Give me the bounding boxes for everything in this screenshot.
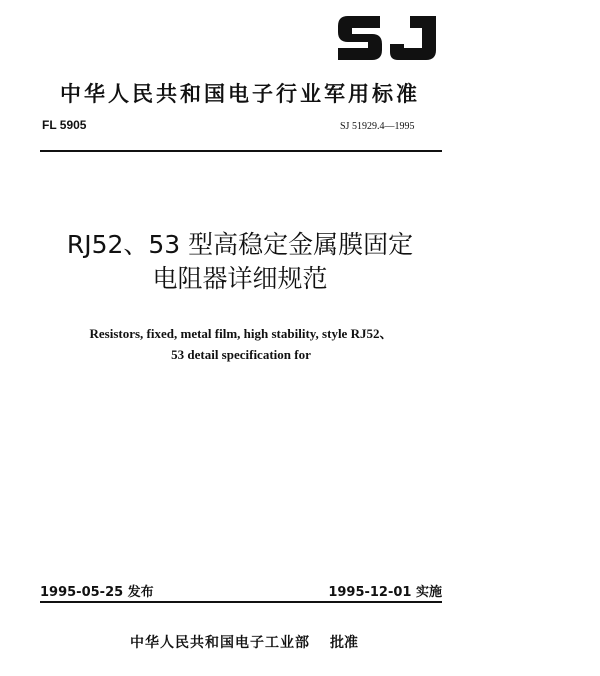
footer-divider — [40, 601, 442, 603]
chinese-title-line1: RJ52、53 型高稳定金属膜固定 — [66, 230, 414, 259]
english-title — [40, 323, 442, 365]
standard-number: SJ 51929.4—1995 — [340, 121, 415, 132]
chinese-title-line2: 电阻器详细规范 — [152, 264, 328, 293]
sj-logo — [336, 10, 440, 66]
english-title-line2: 53 detail specification for — [171, 347, 311, 362]
standard-category: 中华人民共和国电子行业军用标准 — [60, 82, 420, 106]
header-divider — [40, 150, 442, 152]
classification-code: FL 5905 — [42, 118, 87, 132]
approving-authority: 中华人民共和国电子工业部 — [130, 635, 310, 651]
approval-word: 批准 — [330, 635, 358, 651]
issue-date: 1995-05-25 发布 — [40, 585, 154, 600]
chinese-title — [40, 228, 440, 296]
english-title-line1: Resistors, fixed, metal film, high stability, style RJ52、 — [89, 326, 393, 341]
implementation-date: 1995-12-01 实施 — [328, 585, 442, 600]
